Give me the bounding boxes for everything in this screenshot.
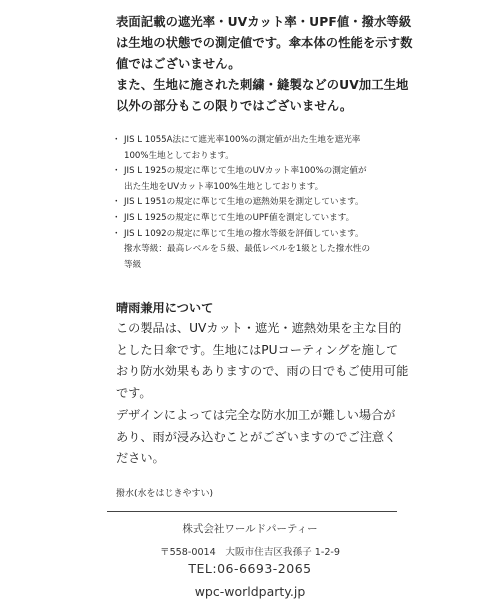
bullet-mark: ・ <box>112 166 121 177</box>
disclaimer-line: 値ではございません。 <box>116 57 241 71</box>
company-website: wpc-worldparty.jp <box>194 584 306 599</box>
disclaimer-line: 表面記載の遮光率・UVカット率・UPF値・撥水等級 <box>116 15 412 29</box>
note-line: 100%生地としております。 <box>124 150 234 161</box>
company-name: 株式会社ワールドパーティー <box>182 523 318 535</box>
body-line: おり防水効果もありますので、雨の日でもご使用可能 <box>116 364 409 379</box>
note-line: JIS L 1925の規定に準じて生地のUPF値を測定しています。 <box>124 212 355 223</box>
body-line: あり、雨が浸み込むことがございますのでご注意く <box>116 429 397 444</box>
note-line: JIS L 1055A法にて遮光率100%の測定値が出た生地を遮光率 <box>124 135 361 145</box>
body-line: とした日傘です。生地にはPUコーティングを施して <box>116 342 399 357</box>
bullet-mark: ・ <box>112 197 121 208</box>
note-item <box>110 133 420 164</box>
note-item <box>110 164 420 195</box>
company-address: 〒558-0014 大阪市住吉区我孫子 1-2-9 <box>159 547 340 558</box>
rain-use-description <box>116 318 416 470</box>
note-line: 等級 <box>124 259 142 270</box>
note-item <box>110 227 420 274</box>
disclaimer-line: 以外の部分もこの限りではございません。 <box>116 99 353 113</box>
bullet-mark: ・ <box>112 228 121 239</box>
section-heading: 晴雨兼用について <box>116 301 214 315</box>
company-phone: TEL:06-6693-2065 <box>188 561 312 576</box>
company-footer <box>100 520 400 600</box>
note-line: 出た生地をUVカット率100%生地としております。 <box>124 181 324 192</box>
note-line: 撥水等級：最高レベルを５級、最低レベルを1級とした撥水性の <box>124 244 371 255</box>
note-line: JIS L 1951の規定に準じて生地の遮熱効果を測定しています。 <box>124 197 364 208</box>
body-line: この製品は、UVカット・遮光・遮熱効果を主な目的 <box>116 321 402 335</box>
bullet-mark: ・ <box>112 212 121 223</box>
body-line: ださい。 <box>116 451 165 466</box>
note-line: JIS L 1092の規定に準じて生地の撥水等級を評価しています。 <box>124 228 364 239</box>
water-repellent-label: 撥水(水をはじきやすい) <box>116 489 214 499</box>
note-item <box>110 195 420 211</box>
disclaimer-line: は生地の状態での測定値です。傘本体の性能を示す数 <box>116 36 413 50</box>
note-item <box>110 211 420 227</box>
body-line: です。 <box>116 386 152 401</box>
disclaimer-line: また、生地に施された刺繍・縫製などのUV加工生地 <box>116 78 409 92</box>
measurement-disclaimer <box>116 12 416 117</box>
note-line: JIS L 1925の規定に準じて生地のUVカット率100%の測定値が <box>124 166 367 177</box>
divider <box>107 511 397 512</box>
body-line: デザインによっては完全な防水加工が難しい場合が <box>116 407 396 422</box>
jis-standard-notes <box>110 133 420 273</box>
bullet-mark: ・ <box>112 135 121 145</box>
